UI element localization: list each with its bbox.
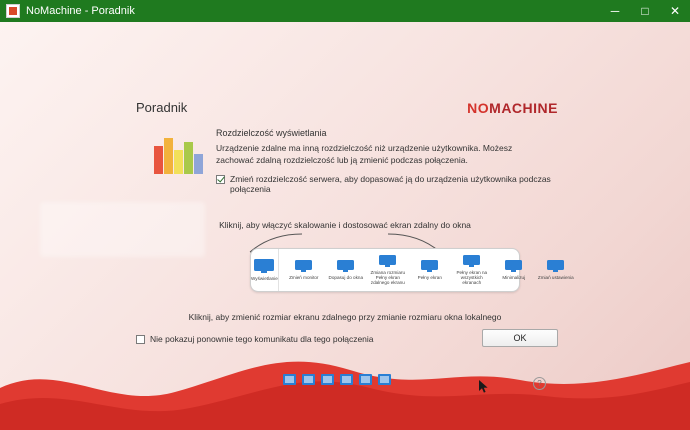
toolbar-item-fullscreen-label: Pełny ekran xyxy=(417,274,442,280)
ok-button[interactable]: OK xyxy=(482,329,558,347)
bottom-icon-row xyxy=(283,374,391,385)
tutorial-dialog xyxy=(124,70,574,365)
maximize-button[interactable]: □ xyxy=(641,4,649,18)
nomachine-icon xyxy=(6,4,20,18)
toolbar-item-minimize[interactable] xyxy=(493,260,535,280)
desktop-background xyxy=(0,22,690,430)
mouse-cursor-icon xyxy=(479,380,489,394)
dont-show-again-label: Nie pokazuj ponownie tego komunikatu dla tego połączenia xyxy=(150,334,374,344)
toolbar-item-settings-label: Zmiań ustawienia xyxy=(537,274,574,280)
server-resolution-checkbox-label: Zmień rozdzielczość serwera, aby dopasować ją do urządzenia użytkownika podczas połączenia xyxy=(230,174,551,194)
toolbar-item-display-label: Wyświetlanie xyxy=(251,275,278,281)
input-settings-icon[interactable] xyxy=(302,374,315,385)
server-resolution-checkbox[interactable] xyxy=(216,175,225,184)
hint-bottom: Kliknij, aby zmienić rozmiar ekranu zdalnego przy zmianie rozmiaru okna lokalnego xyxy=(188,312,502,322)
connection-icon[interactable] xyxy=(321,374,334,385)
toolbar-item-change-monitor-label: Zmień monitor xyxy=(289,274,319,280)
toolbar-item-fullscreen-all-screens-label: Pełny ekran na wszystkich ekranach xyxy=(456,269,488,286)
section-heading: Rozdzielczość wyświetlania xyxy=(216,128,327,138)
minimize-icon xyxy=(505,260,522,273)
toolbar-item-fit-to-window-label: Dopasuj do okna xyxy=(328,274,363,280)
dont-show-again-checkbox[interactable] xyxy=(136,335,145,344)
recording-icon[interactable] xyxy=(359,374,372,385)
toolbar-item-fullscreen[interactable] xyxy=(409,260,451,280)
close-button[interactable]: ✕ xyxy=(669,4,681,18)
window-titlebar xyxy=(0,0,690,22)
display-toolbar[interactable] xyxy=(250,248,574,292)
logo-text-light: NO xyxy=(467,100,490,116)
transfer-icon[interactable] xyxy=(378,374,391,385)
resize-remote-screen-icon xyxy=(379,255,396,268)
color-bars-icon xyxy=(152,132,208,174)
toolbar-item-resize-remote-screen-label: Zmiana rozmiaru Pełny ekran zdalnego ekranu xyxy=(370,269,405,286)
minimize-button[interactable]: ─ xyxy=(610,4,620,18)
audio-icon[interactable] xyxy=(340,374,353,385)
section-body-text: Urządzenie zdalne ma inną rozdzielczość niż urządzenie użytkownika. Możesz zachować zdalną rozdzielczość lub ją zmienić podczas połączenia. xyxy=(216,143,513,166)
server-resolution-checkbox-row[interactable] xyxy=(216,174,566,194)
toolbar-item-resize-remote-screen[interactable] xyxy=(367,255,409,286)
monitor-icon xyxy=(254,259,274,274)
monitor-icon xyxy=(295,260,312,273)
settings-icon xyxy=(547,260,564,273)
logo-text-dark: MACHINE xyxy=(489,100,558,116)
help-icon[interactable]: ? xyxy=(533,377,546,390)
dont-show-again-row[interactable] xyxy=(136,334,374,344)
toolbar-items xyxy=(279,249,577,291)
hint-top: Kliknij, aby włączyć skalowanie i dostosować ekran zdalny do okna xyxy=(219,220,471,230)
toolbar-item-change-monitor[interactable] xyxy=(283,260,325,280)
nomachine-logo xyxy=(467,100,558,116)
toolbar-item-fit-to-window[interactable] xyxy=(325,260,367,280)
toolbar-item-display[interactable] xyxy=(251,249,279,291)
window-controls xyxy=(600,0,690,22)
display-settings-icon[interactable] xyxy=(283,374,296,385)
window-title: NoMachine - Poradnik xyxy=(26,5,135,17)
toolbar-item-settings[interactable] xyxy=(535,260,577,280)
toolbar-item-fullscreen-all-screens[interactable] xyxy=(451,255,493,286)
page-title: Poradnik xyxy=(136,100,188,115)
toolbar-item-minimize-label: Minimalizuj xyxy=(502,274,526,280)
fullscreen-all-screens-icon xyxy=(463,255,480,268)
fit-to-window-icon xyxy=(337,260,354,273)
fullscreen-icon xyxy=(421,260,438,273)
